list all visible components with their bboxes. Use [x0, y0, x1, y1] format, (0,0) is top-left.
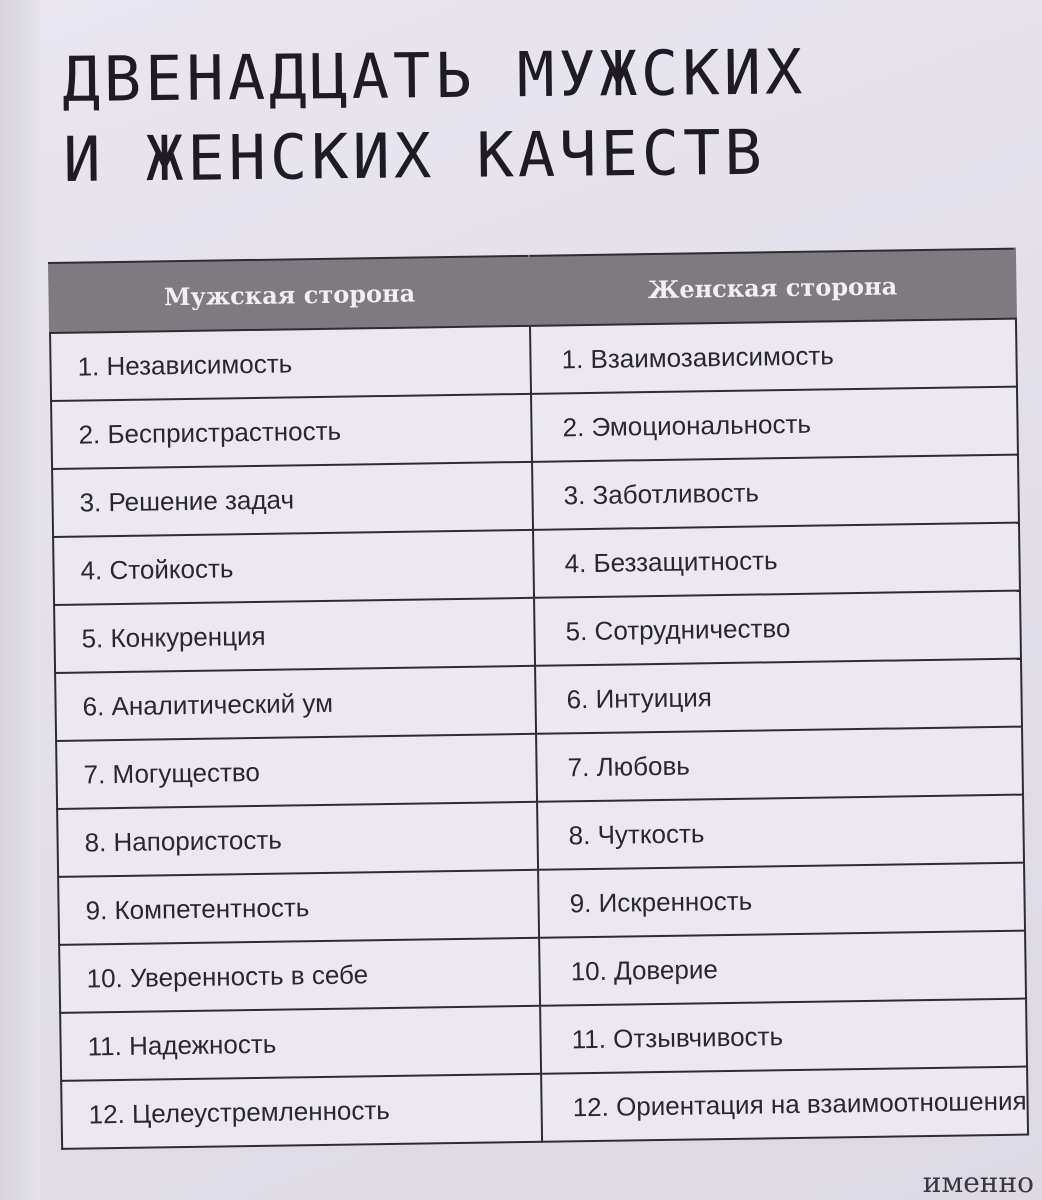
header-female-side: Женская сторона [529, 249, 1016, 326]
female-quality-cell: 4. Беззащитность [533, 523, 1020, 598]
title-line-1: ДВЕНАДЦАТЬ МУЖСКИХ [62, 35, 807, 116]
male-quality-cell: 11. Надежность [60, 1006, 541, 1081]
female-quality-cell: 10. Доверие [539, 931, 1026, 1006]
female-quality-cell: 2. Эмоциональность [531, 387, 1018, 462]
page-edge [0, 0, 40, 1200]
page-title [62, 32, 824, 200]
male-quality-cell: 7. Могущество [56, 734, 537, 809]
female-quality-cell: 3. Заботливость [532, 455, 1019, 530]
female-quality-cell: 6. Интуиция [535, 659, 1022, 734]
male-quality-cell: 12. Целеустремленность [61, 1074, 542, 1149]
male-quality-cell: 8. Напористость [57, 802, 538, 877]
male-quality-cell: 9. Компетентность [58, 870, 539, 945]
title-line-2: И ЖЕНСКИХ КАЧЕСТВ [62, 115, 767, 196]
next-page-text-fragment: именно [922, 1166, 1034, 1199]
male-quality-cell: 5. Конкуренция [54, 598, 535, 673]
qualities-table [48, 248, 1029, 1150]
male-quality-cell: 3. Решение задач [52, 462, 533, 537]
female-quality-cell: 12. Ориентация на взаимоотношения [541, 1067, 1028, 1142]
male-quality-cell: 2. Беспристрастность [51, 394, 532, 469]
female-quality-cell: 7. Любовь [536, 727, 1023, 802]
female-quality-cell: 8. Чуткость [537, 795, 1024, 870]
male-quality-cell: 4. Стойкость [53, 530, 534, 605]
male-quality-cell: 1. Независимость [50, 326, 531, 401]
qualities-table-container [48, 247, 1041, 1149]
header-male-side: Мужская сторона [49, 256, 530, 333]
female-quality-cell: 11. Отзывчивость [540, 999, 1027, 1074]
female-quality-cell: 9. Искренность [538, 863, 1025, 938]
male-quality-cell: 10. Уверенность в себе [59, 938, 540, 1013]
table-row [61, 1067, 1028, 1149]
female-quality-cell: 5. Сотрудничество [534, 591, 1021, 666]
female-quality-cell: 1. Взаимозависимость [530, 319, 1017, 394]
male-quality-cell: 6. Аналитический ум [55, 666, 536, 741]
